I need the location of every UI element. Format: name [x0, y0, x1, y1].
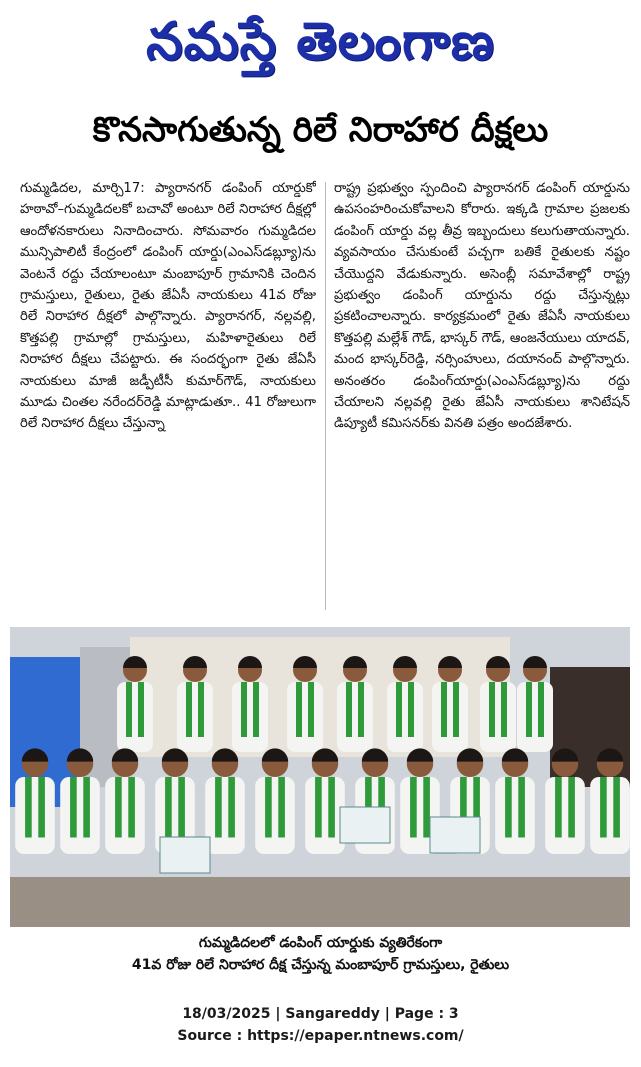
protest-placard [430, 817, 480, 853]
column-divider [325, 182, 326, 610]
photo-caption [0, 932, 641, 976]
article-column-1: గుమ్మడిదల, మార్చి17: ప్యారానగర్ డంపింగ్ యార్డుకో హఠావో–గుమ్మడిదలకో బచావో అంటూ రిలే నిరాహార దీక్షల్లో ఆందోళనకారులు నినాదించారు. సోమవారం గుమ్మడిదల మున్సిపాలిటీ కేంద్రంలో డంపింగ్ యార్డు(ఎంఎస్‌డబ్ల్యూ)ను వెంటనే రద్దు చేయాలంటూ మంబాపూర్ గ్రామానికి చెందిన గ్రామస్తులు, రైతులు, రైతు జేఏసీ నాయకులు 41వ రోజు రిలే నిరాహార దీక్షలో పాల్గొన్నారు. ప్యారానగర్, నల్లవల్లి, కొత్తపల్లి గ్రామాల్లో గ్రామస్తులు, మహిళారైతులు రిలే నిరాహార దీక్షలు చేపట్టారు. ఈ సందర్భంగా రైతు జేఏసీ నాయకులు మాజీ జడ్పీటీసీ కుమార్‌గౌడ్, నాయకులు మూడు చింతల నరేందర్‌రెడ్డి మాట్లాడుతూ.. 41 రోజులుగా రిలే నిరాహార దీక్షలు చేస్తున్నా [20, 181, 316, 432]
article-body [20, 178, 630, 614]
caption-line-2: 41వ రోజు రిలే నిరాహార దీక్ష చేస్తున్న మంబాపూర్ గ్రామస్తులు, రైతులు [131, 957, 510, 973]
footer-date-edition: 18/03/2025 | Sangareddy | Page : 3 [182, 1006, 459, 1022]
footer-source: Source : https://epaper.ntnews.com/ [177, 1028, 464, 1044]
page-footer [0, 1003, 641, 1047]
newspaper-title: నమస్తే తెలంగాణ [146, 12, 495, 72]
news-photo [10, 627, 630, 927]
headline [0, 100, 641, 164]
article-column-2: రాష్ట్ర ప్రభుత్వం స్పందించి ప్యారానగర్ డంపింగ్ యార్డును ఉపసంహరించుకోవాలని కోరారు. ఇక్కడి గ్రామాల ప్రజలకు డంపింగ్ యార్డు వల్ల తీవ్ర ఇబ్బందులు కలుగుతాయన్నారు. వ్యవసాయం చేసుకుంటే పచ్చగా బతికే రైతులకు నష్టం చేయొద్దని వేడుకున్నారు. అసెంబ్లీ సమావేశాల్లో రాష్ట్ర ప్రభుత్వం డంపింగ్ యార్డును రద్దు చేస్తున్నట్లు ప్రకటించాలన్నారు. కార్యక్రమంలో రైతు జేఏసీ నాయకులు కొత్తపల్లి మల్లేశ్ గౌడ్, భాస్కర్ గౌడ్, ఆంజనేయులు యాదవ్, మంద భాస్కర్‌రెడ్డి, నర్సింహులు, దయానంద్ పాల్గొన్నారు. అనంతరం డంపింగ్‌యార్డు(ఎంఎస్‌డబ్ల్యూ)ను రద్దు చేయాలని నల్లవల్లి రైతు జేఏసీ నాయకులు శానిటేషన్ డిప్యూటీ కమిసనర్‌కు వినతి పత్రం అందజేశారు. [334, 181, 630, 432]
protest-placard [160, 837, 210, 873]
headline-text: కొనసాగుతున్న రిలే నిరాహార దీక్షలు [92, 110, 549, 150]
caption-line-1: గుమ్మడిదలలో డంపింగ్ యార్డుకు వ్యతిరేకంగా [198, 935, 443, 951]
protest-placard [340, 807, 390, 843]
protest-group-photo [10, 627, 630, 927]
masthead [0, 6, 641, 84]
